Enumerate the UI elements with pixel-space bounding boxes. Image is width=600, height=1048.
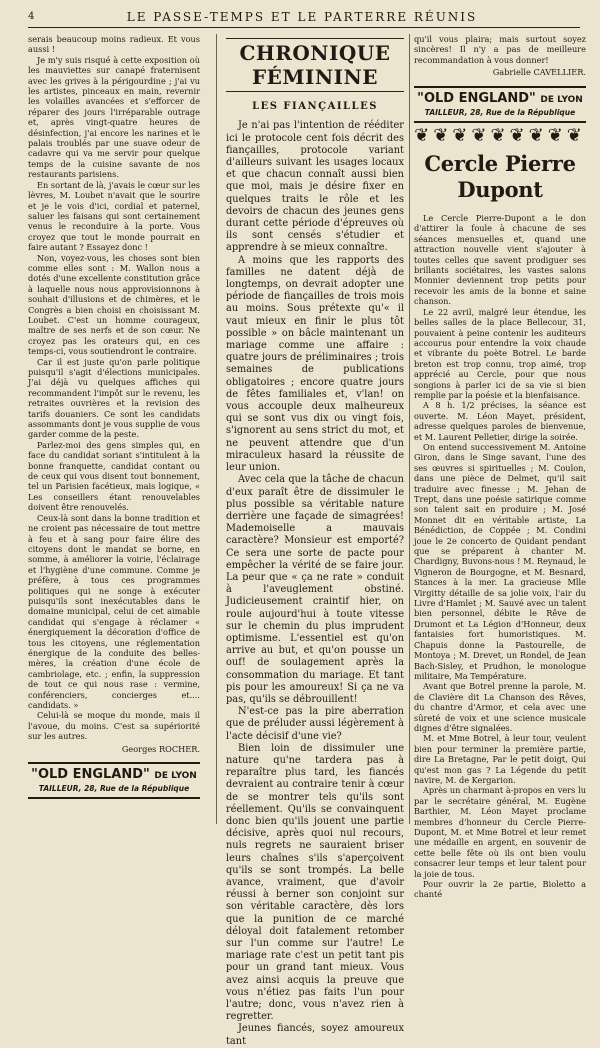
column-divider: [216, 34, 217, 824]
paragraph: Le 22 avril, malgré leur étendue, les belles salles de la place Bellecour, 31, pouvaient à peine contenir les auditeurs accourus pour entendre la voix chaude et vibrante du poète Botrel. Le barde breton est trop connu, trop aimé, trop apprécié au Cercle, pour que nous songions à parler ici de sa vie si bien remplie par la poésie et la bienfaisance.: [414, 306, 586, 400]
paragraph: Je n'ai pas l'intention de rééditer ici le protocole cent fois décrit des fiançailles, protocole variant d'ailleurs suivant les usages locaux et que chacun connaît aussi bien que moi, mais je désire fixer en quelques traits le rôle et les devoirs de chacun des jeunes gens durant cette période d'épreuves où ils sont censés s'étudier et apprendre à se mieux connaître.: [226, 120, 404, 254]
column-2: [226, 34, 404, 1048]
paragraph: En sortant de là, j'avais le cœur sur les lèvres, M. Loubet n'avait que le sourire et je le vois d'ici, cordial et paternel, saluer les faisans qui sont certainement venus le reconduire à la porte. Vous croyez que tout le monde pourrait en faire autant ? Essayez donc !: [28, 179, 200, 253]
article-subtitle: LES FIANÇAILLES: [252, 101, 378, 112]
column-3: [414, 34, 586, 900]
paragraph: serais beaucoup moins radieux. Et vous aussi !: [28, 34, 200, 55]
ad-suffix: DE LYON: [154, 771, 197, 782]
author-signature: Gabrielle CAVELLIER.: [492, 67, 586, 78]
paragraph: Après un charmant à-propos en vers lu par le secrétaire général, M. Eugène Barthier, M. Léon Mayet proclame membres d'honneur du Cercle Pierre-Dupont, M. et Mme Botrel et leur remet une médaille en argent, en souvenir de cette belle fête où ils ont bien voulu consacrer leur temps et leur talent pour la joie de tous.: [414, 785, 586, 879]
paragraph: Celui-là se moque du monde, mais il l'avoue, du moins. C'est sa supériorité sur les autres.: [28, 710, 200, 742]
paragraph: Je m'y suis risqué à cette exposition où les mauviettes sur canapé fraternisent avec les grives à la périgourdine ; j'ai vu les artistes, pinceaux en main, revernir les volailles avancées et s'efforcer de réparer des jours l'irréparable outrage et, après vingt-quatre heures de désinfection, j'ai encore les narines et le palais troublés par une suave odeur de cadavre qui va me servir pour quelque temps de la cuisine savante de nos restaurants parisiens.: [28, 54, 200, 180]
paragraph: Avant que Botrel prenne la parole, M. de Clavière dit La Chanson des Rêves, du chantre d'Armor, et cela avec une sûreté de voix et une science musicale dignes d'être signalées.: [414, 681, 586, 733]
paragraph: Ceux-là sont dans la bonne tradition et ne croient pas nécessaire de tout mettre à feu et à sang pour faire élire des citoyens dont le mandat se borne, en somme, à améliorer la voirie, l'éclairage et l'hygiène d'une commune. Comme je préfère, à tous ces programmes politiques qui ne songe à exécuter puisqu'ils sont inexécutables dans le domaine municipal, celui de cet aimable candidat qui s'engage à réclamer « énergiquement la décoration d'office de tous les citoyens, une réglementation énergique de la conduite des belles-mères, la création d'une école de cambriolage, etc. ; enfin, la suppression de tout ce qui nous rase : vermine, conférenciers, concierges et.... candidats. »: [28, 512, 200, 710]
ad-address: TAILLEUR, 28, Rue de la République: [38, 784, 190, 794]
paragraph: Pour ouvrir la 2e partie, Bioletto a chanté: [414, 879, 586, 900]
paragraph: On entend successivement M. Antoine Giron, dans le Singe savant, l'une des ses œuvres si spirituelles ; M. Coulon, dans une pièce de Delmet, qu'il sait traduire avec finesse ; M. Jehan de Trept, dans une poésie satirique comme son talent sait en produire ; M. José Monnet dit en véritable artiste, La Bénédiction, de Coppée ; M. Condini joue le 2e concerto de Quidant pendant que se préparent à chanter M. Chardigny, Buvons-nous ! M. Reynaud, le Vigneron de Bourgogne, et M. Besnard, Stances à la mer. La gracieuse Mlle Virgitty détaille de sa jolie voix, l'air du Livre d'Hamlet ; M. Sauvé avec un talent bien personnel, débite le Rêve de Drumont et La Légion d'Honneur, deux fantaisies fort humoristiques. M. Chapuis donne la Pastourelle, de Montoya ; M. Drevet, un Rondel, de Jean Bach-Sisley, et Prudhon, le monologue militaire, Ma Température.: [414, 441, 586, 681]
floral-ornament-icon: ❦❦❦❦❦❦❦❦❦: [414, 124, 586, 146]
publication-title: LE PASSE-TEMPS ET LE PARTERRE RÉUNIS: [126, 10, 478, 24]
author-signature: Georges ROCHER.: [121, 743, 200, 754]
paragraph: Car il est juste qu'on parle politique puisqu'il s'agit d'élections municipales. J'ai déjà vu quelques affiches qui recommandent l'impôt sur le revenu, les retraites ouvrières et la revision des tarifs douaniers. Ce sont les candidats assommants dont je vous supplie de vous garder comme de la peste.: [28, 356, 200, 440]
advertisement-old-england: [28, 762, 200, 799]
column-1: [28, 34, 200, 807]
paragraph: A 8 h. 1/2 précises, la séance est ouverte. M. Léon Mayet, président, adresse quelques paroles de bienvenue, et M. Laurent Pelletier, dirige la soirée.: [414, 400, 586, 442]
paragraph: M. et Mme Botrel, à leur tour, veulent bien pour terminer la première partie, dire La Bretagne, Par le petit doigt, Qui qu'est mon gas ? La Légende du petit navire, M. de Kergarion.: [414, 733, 586, 785]
paragraph: Le Cercle Pierre-Dupont a le don d'attirer la foule à chacune de ses séances mensuelles et, quand une attraction nouvelle vient s'ajouter à toutes celles que savent prodiguer ses brillants sociétaires, les vastes salons Monnier deviennent trop petits pour recevoir les amis de la bonne et saine chanson.: [414, 213, 586, 307]
paragraph: A moins que les rapports des familles ne datent déjà de longtemps, on devrait adopter une période de fiançailles de trois mois au moins. Sous prétexte qu'« il vaut mieux en finir le plus tôt possible » on bâcle maintenant un mariage comme une affaire : quatre jours de préliminaires ; trois semaines de publications obligatoires ; encore quatre jours de fêtes familiales et, v'lan! on vous accouple deux malheureux qui se sont vus dix ou vingt fois, s'ignorent au sens strict du mot, et ne peuvent attendre que d'un miraculeux hasard la réussite de leur union.: [226, 254, 404, 474]
ad-name: "OLD ENGLAND": [31, 767, 150, 783]
paragraph: Parlez-moi des gens simples qui, en face du candidat soriant s'intitulent à la bonne franquette, candidat contant ou de ceux qui vous disent tout bonnement, tel un Parisien facétieux, mais logique, « Les conseillers étant renouvelables doivent être renouvelés.: [28, 439, 200, 513]
page-number: 4: [28, 11, 35, 22]
paragraph: Non, voyez-vous, les choses sont bien comme elles sont : M. Wallon nous a dotés d'une excellente constitution grâce à laquelle nous nous approvisionnons à souhait d'illusions et de chimères, et le Congrès a bien choisi en choisissant M. Loubet. C'est un homme courageux, maître de ses nerfs et de son cœur. Ne croyez pas les orateurs qui, en ces temps-ci, vous soutiendront le contraire.: [28, 252, 200, 357]
advertisement-old-england: [414, 86, 586, 123]
ad-suffix: DE LYON: [540, 94, 583, 105]
ad-address: TAILLEUR, 28, Rue de la République: [424, 107, 576, 117]
section-title: CHRONIQUE FÉMININE: [226, 38, 404, 92]
paragraph: N'est-ce pas la pire aberration que de préluder aussi légèrement à l'acte décisif d'une vie?: [226, 706, 404, 742]
paragraph: qu'il vous plaira; mais surtout soyez sincères! Il n'y a pas de meilleure recommandation à vous donner!: [414, 34, 586, 65]
header-rule: [28, 27, 580, 28]
paragraph: Avec cela que la tâche de chacun d'eux paraît être de dissimuler le plus possible sa véritable nature derrière une façade de simagrées! Mademoiselle a mauvais caractère? Monsieur est emporté? Ce sera une sorte de pacte pour empêcher la vérité de se faire jour. La peur que « ça ne rate » conduit à l'aveuglement obstiné. Judicieusement craintif hier, on roule aujourd'hui à toute vitesse sur le chemin du plus imprudent optimisme. L'essentiel est qu'on arrive au but, et qu'on pousse un ouf! de soulagement après la consommation du mariage. Et tant pis pour les amoureux! Si ça ne va pas, qu'ils se débrouillent!: [226, 474, 404, 705]
paragraph: Bien loin de dissimuler une nature qu'ne tardera pas à reparaître plus tard, les fiancés devraient au contraire tenir à cœur de se montrer tels qu'ils sont réellement. Qu'ils se convainquent donc bien qu'ils jouent une partie décisive, après quoi nul recours, nuls regrets ne sauraient briser leurs chaînes s'ils s'aperçoivent qu'ils se sont trompés. La belle avance, vraiment, que d'avoir réussi à berner son conjoint sur son véritable caractère, dès lors que la punition de ce marché déloyal doit fatalement retomber sur l'un comme sur l'autre! Le mariage rate c'est un petit tant pis pour un grand tant mieux. Vous avez ainsi acquis la preuve que vous n'étiez pas faits l'un pour l'autre; donc, vous n'avez rien à regretter.: [226, 742, 404, 1023]
ad-name: "OLD ENGLAND": [417, 90, 536, 106]
column-divider: [409, 34, 410, 824]
page-header: [28, 7, 576, 27]
article-title: Cercle Pierre Dupont: [424, 151, 576, 203]
paragraph: Jeunes fiancés, soyez amoureux tant: [226, 1023, 404, 1047]
